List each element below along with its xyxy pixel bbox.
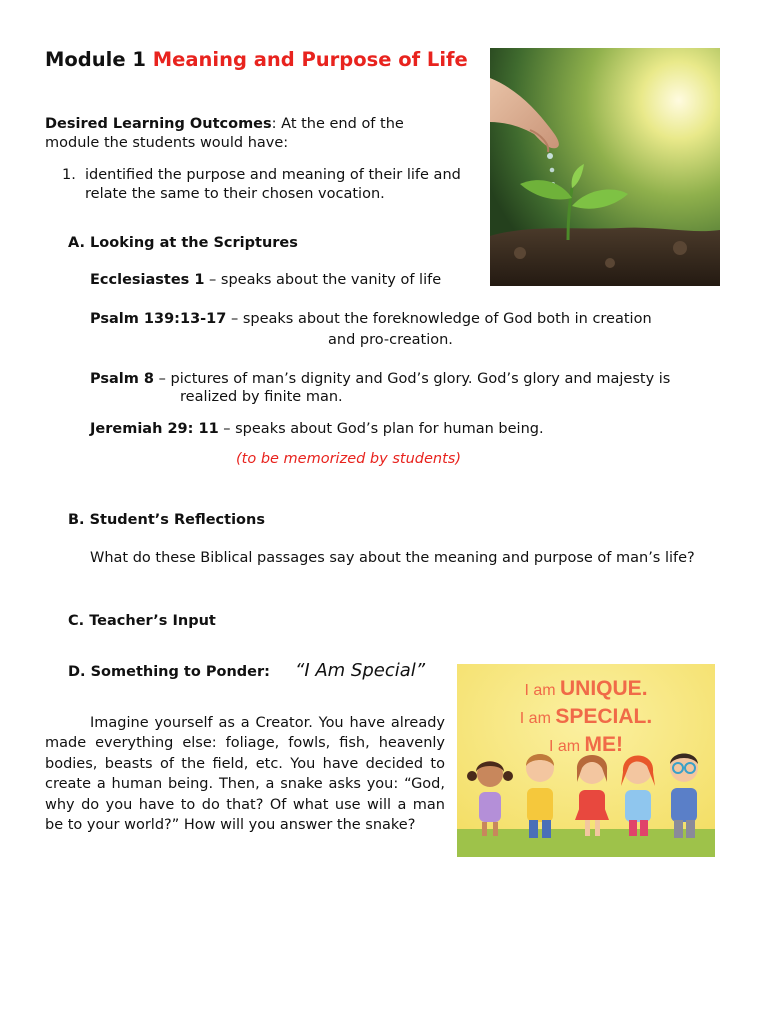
section-b-heading: B. Student’s Reflections (68, 512, 265, 528)
poster-line-me: I am ME! (548, 733, 624, 756)
poster-line-unique: I am UNIQUE. (524, 677, 648, 700)
scripture-ref-desc: – pictures of man’s dignity and God’s glory. God’s glory and majesty is (154, 371, 671, 387)
scripture-ref-jeremiah (90, 421, 544, 437)
outcomes-intro-line2: module the students would have: (45, 135, 289, 151)
ponder-paragraph: Imagine yourself as a Creator. You have already made everything else: foliage, fowls, fish, heavenly bodies, beasts of the field, etc. You have decided to create a human being. Then, a snake asks you: “God, why do you have to do that? Of what use will a man be to your world?” How will you answer the snake? (45, 715, 445, 834)
scripture-ref-desc: – speaks about the foreknowledge of God both in creation (226, 311, 652, 327)
scripture-ref-label: Ecclesiastes 1 (90, 272, 205, 288)
ponder-quote: “I Am Special” (295, 660, 426, 681)
i-am-special-poster (457, 664, 715, 857)
poster-text (457, 676, 715, 760)
outcomes-intro-text: : At the end of the (271, 116, 404, 132)
section-a-heading: A. Looking at the Scriptures (68, 235, 298, 251)
outcomes-intro (45, 116, 404, 132)
scripture-ref-desc: – speaks about the vanity of life (204, 272, 442, 288)
outcome-text-line1: identified the purpose and meaning of their life and (85, 167, 461, 183)
memorize-note: (to be memorized by students) (236, 451, 461, 467)
section-d-heading: D. Something to Ponder: (68, 664, 270, 680)
scripture-ref-psalm139-line2: and pro-creation. (328, 332, 453, 348)
outcome-number: 1. (62, 167, 76, 183)
scripture-ref-label: Psalm 139:13-17 (90, 311, 227, 327)
outcomes-label: Desired Learning Outcomes (45, 116, 272, 132)
page-title (45, 48, 468, 71)
section-c-heading: C. Teacher’s Input (68, 613, 216, 629)
scripture-ref-psalm8 (90, 371, 670, 387)
seedling-photo (490, 48, 720, 286)
scripture-ref-psalm8-line2: realized by finite man. (180, 389, 343, 405)
scripture-ref-desc: – speaks about God’s plan for human being. (218, 421, 544, 437)
module-number: Module 1 (45, 48, 146, 71)
module-subject: Meaning and Purpose of Life (152, 48, 468, 71)
scripture-ref-psalm139 (90, 311, 652, 327)
scripture-ref-label: Jeremiah 29: 11 (90, 421, 219, 437)
poster-line-special: I am SPECIAL. (519, 705, 653, 728)
scripture-ref-label: Psalm 8 (90, 371, 155, 387)
reflection-question: What do these Biblical passages say about the meaning and purpose of man’s life? (90, 550, 695, 566)
scripture-ref-ecclesiastes (90, 272, 441, 288)
outcome-text-line2: relate the same to their chosen vocation. (85, 186, 385, 202)
